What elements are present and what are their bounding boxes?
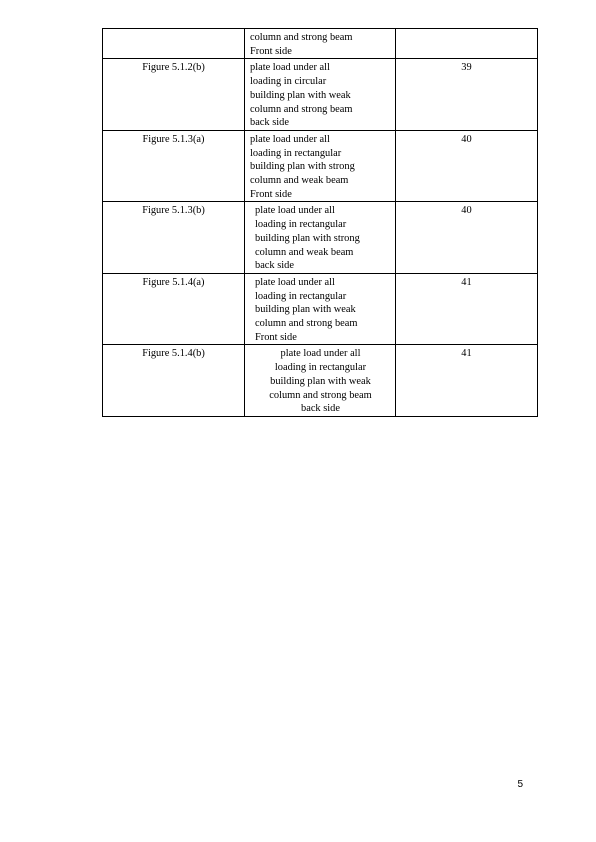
description-line: plate load under all bbox=[255, 276, 335, 288]
description-line: column and strong beam bbox=[250, 103, 353, 115]
figure-description bbox=[245, 59, 396, 131]
figure-description bbox=[245, 29, 396, 59]
description-line: building plan with weak bbox=[250, 89, 351, 101]
description-line: loading in rectangular bbox=[255, 290, 347, 302]
table-row bbox=[103, 59, 538, 131]
description-line: column and strong beam bbox=[255, 318, 358, 330]
description-line: building plan with strong bbox=[250, 161, 355, 173]
page-ref: 41 bbox=[396, 345, 538, 417]
page-ref bbox=[396, 29, 538, 59]
table-row bbox=[103, 130, 538, 202]
description-line: back side bbox=[250, 117, 289, 129]
figure-description bbox=[245, 345, 396, 417]
list-of-figures-table bbox=[102, 28, 538, 417]
figure-description bbox=[245, 273, 396, 345]
description-line: building plan with strong bbox=[255, 232, 360, 244]
table-body bbox=[103, 29, 538, 417]
description-line: loading in rectangular bbox=[255, 219, 347, 231]
description-line: loading in circular bbox=[250, 76, 327, 88]
table-row bbox=[103, 345, 538, 417]
page-number: 5 bbox=[517, 779, 523, 790]
description-line: plate load under all bbox=[255, 205, 335, 217]
description-line: building plan with weak bbox=[270, 375, 371, 387]
figure-label: Figure 5.1.3(a) bbox=[103, 130, 245, 202]
description-line: column and strong beam bbox=[269, 389, 372, 401]
description-line: back side bbox=[301, 403, 340, 415]
figure-label: Figure 5.1.4(a) bbox=[103, 273, 245, 345]
description-line: Front side bbox=[250, 188, 292, 200]
page-ref: 40 bbox=[396, 202, 538, 274]
description-line: loading in rectangular bbox=[274, 362, 367, 374]
figure-label: Figure 5.1.3(b) bbox=[103, 202, 245, 274]
description-line: column and weak beam bbox=[250, 175, 349, 187]
figure-label: Figure 5.1.2(b) bbox=[103, 59, 245, 131]
description-line: loading in rectangular bbox=[250, 147, 342, 159]
description-line: column and strong beam bbox=[250, 32, 353, 43]
figure-label bbox=[103, 29, 245, 59]
description-line: back side bbox=[255, 260, 294, 272]
table-row bbox=[103, 202, 538, 274]
table-row bbox=[103, 29, 538, 59]
description-line: Front side bbox=[250, 45, 292, 57]
page-ref: 40 bbox=[396, 130, 538, 202]
page-ref: 41 bbox=[396, 273, 538, 345]
figure-description bbox=[245, 130, 396, 202]
description-line: building plan with weak bbox=[255, 304, 356, 316]
description-line: plate load under all bbox=[250, 62, 330, 74]
figure-label: Figure 5.1.4(b) bbox=[103, 345, 245, 417]
figure-description bbox=[245, 202, 396, 274]
table-row bbox=[103, 273, 538, 345]
description-line: Front side bbox=[255, 331, 297, 343]
page-ref: 39 bbox=[396, 59, 538, 131]
description-line: column and weak beam bbox=[255, 246, 354, 258]
description-line: plate load under all bbox=[280, 348, 361, 360]
description-line: plate load under all bbox=[250, 133, 330, 145]
